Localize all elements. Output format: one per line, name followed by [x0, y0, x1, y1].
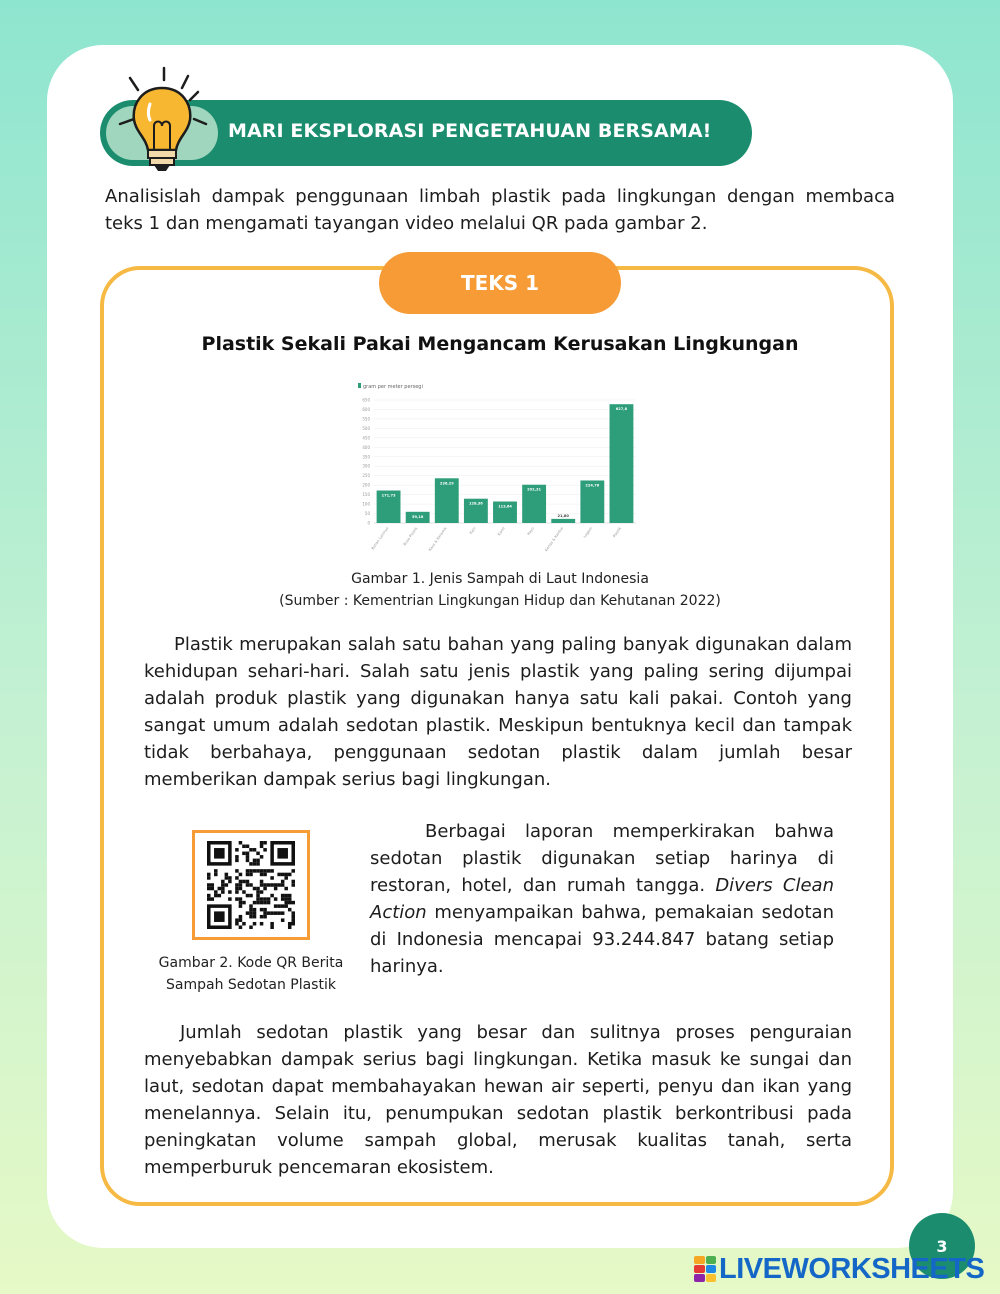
y-tick-label: 100	[362, 501, 370, 507]
figure2-caption	[140, 952, 362, 996]
figure2-caption-line1: Gambar 2. Kode QR Berita	[158, 955, 344, 971]
chart-bar	[610, 404, 634, 523]
y-tick-label: 350	[362, 454, 370, 460]
qr-code-image	[207, 841, 295, 929]
paragraph-2-text: Berbagai laporan memperkirakan bahwa sedotan plastik digunakan setiap harinya di restoran, hotel, dan rumah tangga.	[370, 821, 834, 896]
x-tick-label: Karet	[497, 526, 506, 537]
text-label-badge: TEKS 1	[379, 252, 621, 314]
bar-value-label: 627,8	[615, 407, 628, 412]
figure1-caption	[200, 568, 800, 612]
paragraph-2-organization: Divers Clean Action	[370, 875, 835, 923]
y-tick-label: 400	[362, 444, 370, 450]
paragraph-3: Jumlah sedotan plastik yang besar dan sulitnya proses penguraian menyebabkan dampak serius bagi lingkungan. Ketika masuk ke sungai dan laut, sedotan dapat membahayakan hewan air seperti, penyu dan ikan yang menelannya. Selain itu, penumpukan sedotan plastik berkontribusi pada peningkatan volume sampah global, merusak kualitas tanah, serta memperburuk pencemaran ekosistem.	[144, 1022, 852, 1178]
chart-bar	[551, 519, 575, 523]
y-tick-label: 250	[362, 473, 370, 479]
bar-value-label: 171,73	[381, 493, 396, 498]
y-tick-label: 50	[364, 511, 370, 517]
figure1-caption-line1: Gambar 1. Jenis Sampah di Laut Indonesia	[351, 571, 649, 587]
legend-swatch	[358, 383, 361, 388]
bar-value-label: 236,29	[439, 481, 454, 486]
page-heading: MARI EKSPLORASI PENGETAHUAN BERSAMA!	[228, 120, 712, 142]
waste-bar-chart	[346, 380, 646, 560]
bar-value-label: 113,64	[498, 504, 512, 509]
paragraph-2	[370, 818, 834, 980]
brand-name: LIVEWORKSHEETS	[719, 1252, 985, 1285]
bar-value-label: 202,31	[527, 487, 542, 492]
y-tick-label: 650	[362, 397, 370, 403]
x-tick-label: Logam	[582, 526, 594, 539]
x-tick-label: Kain	[468, 526, 477, 535]
x-tick-label: Plastik	[612, 526, 623, 539]
instruction-text: Analisislah dampak penggunaan limbah plastik pada lingkungan dengan membaca teks 1 dan mengamati tayangan video melalui QR pada gambar 2.	[105, 186, 895, 234]
bar-value-label: 224,76	[585, 483, 600, 488]
liveworksheets-brand[interactable]	[694, 1252, 984, 1286]
x-tick-label: Bahan Lainnya	[370, 526, 390, 551]
paragraph-1: Plastik merupakan salah satu bahan yang paling banyak digunakan dalam kehidupan sehari-hari. Salah satu jenis plastik yang paling sering dijumpai adalah produk plastik yang digunakan hanya satu kali pakai. Contoh yang sangat umum adalah sedotan plastik. Meskipun bentuknya kecil dan tampak tidak berbahaya, penggunaan sedotan plastik dalam jumlah besar memberikan dampak serius bagi lingkungan.	[144, 634, 852, 790]
paragraph-2-text-end: menyampaikan bahwa, pemakaian sedotan di Indonesia mencapai 93.244.847 batang setiap harinya.	[370, 902, 834, 977]
figure1-caption-line2: (Sumber : Kementrian Lingkungan Hidup dan Kehutanan 2022)	[279, 593, 721, 609]
x-tick-label: Kertas & Kardus	[544, 526, 565, 553]
y-tick-label: 150	[362, 492, 370, 498]
y-tick-label: 550	[362, 416, 370, 422]
x-tick-label: Kayu	[526, 526, 535, 536]
y-tick-label: 300	[362, 463, 370, 469]
page-number-badge: 3	[909, 1213, 975, 1279]
bar-value-label: 128,36	[468, 501, 483, 506]
lightbulb-icon	[108, 64, 218, 176]
y-tick-label: 200	[362, 482, 370, 488]
bar-value-label: 21,80	[557, 513, 569, 518]
x-tick-label: Kaca & Keramik	[428, 526, 448, 552]
qr-code-frame	[192, 830, 310, 940]
legend-label: gram per meter persegi	[363, 384, 423, 390]
y-tick-label: 600	[362, 406, 370, 412]
y-tick-label: 450	[362, 435, 370, 441]
figure2-caption-line2: Sampah Sedotan Plastik	[166, 977, 336, 993]
x-tick-label: Busa Plastik	[402, 526, 419, 547]
liveworksheets-logo-icon	[694, 1256, 716, 1282]
article-title: Plastik Sekali Pakai Mengancam Kerusakan Lingkungan	[201, 333, 799, 355]
y-tick-label: 0	[367, 520, 370, 526]
bar-value-label: 59,18	[411, 514, 424, 519]
y-tick-label: 500	[362, 425, 370, 431]
